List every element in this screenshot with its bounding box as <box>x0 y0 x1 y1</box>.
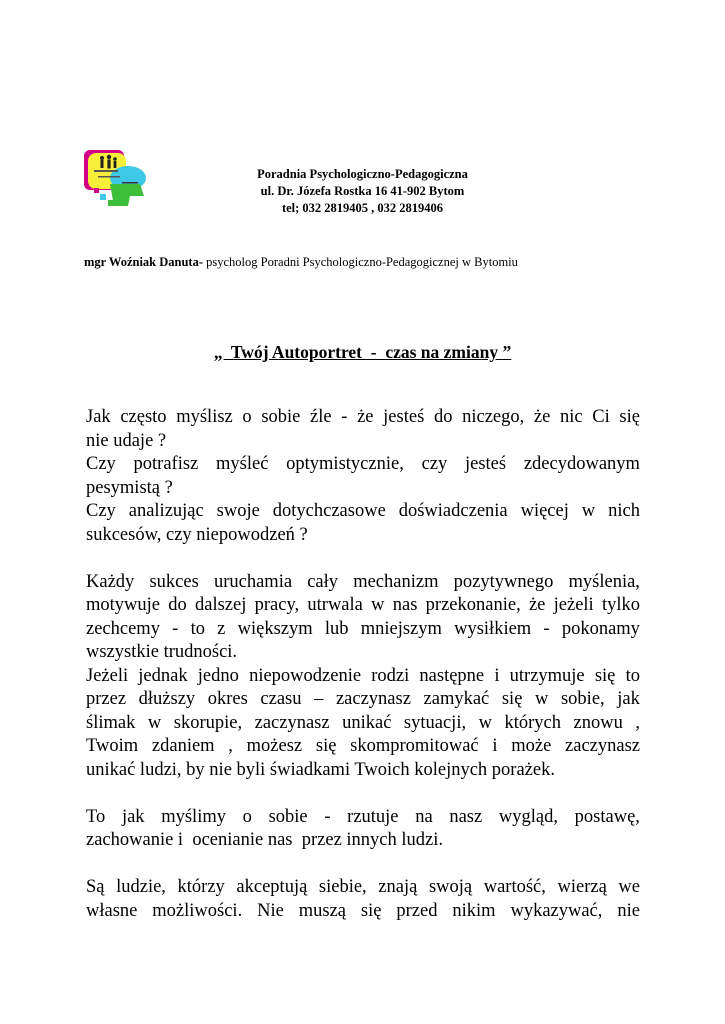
text-line <box>86 477 640 501</box>
text-line <box>86 430 640 454</box>
word: siebie, <box>318 877 367 897</box>
word: nasz <box>449 806 483 827</box>
word: jak <box>617 689 640 709</box>
word: mechanizm <box>353 571 439 592</box>
word: do <box>168 595 187 615</box>
word: zachowanie i ocenianie nas przez innych ludzi. <box>86 830 443 850</box>
text-line <box>86 876 640 900</box>
word: skompromitować <box>350 736 479 756</box>
word: się <box>594 665 616 686</box>
word: - <box>324 806 331 827</box>
document-body <box>86 406 640 923</box>
text-line <box>86 453 640 477</box>
word: o <box>242 407 252 427</box>
word: nas <box>392 595 418 615</box>
word: się <box>315 736 337 756</box>
word: to <box>625 665 640 686</box>
text-line <box>86 524 640 548</box>
word: dłuższy <box>138 689 196 709</box>
word: zaczynasz <box>335 689 411 709</box>
word: wierzą <box>557 877 607 897</box>
word: na <box>415 806 433 827</box>
word: i <box>494 665 500 686</box>
word: Twoim <box>86 736 139 756</box>
word: sobie <box>268 806 308 827</box>
word: do <box>433 407 453 427</box>
word: rzutuje <box>347 806 399 827</box>
word: Każdy <box>86 571 135 592</box>
text-line <box>86 641 640 665</box>
word: unikać <box>342 712 392 733</box>
word: zdaniem <box>151 736 215 756</box>
paragraph <box>86 876 640 923</box>
word: – <box>314 689 324 709</box>
word: To <box>86 806 106 827</box>
word: cały <box>307 571 339 592</box>
word: możesz <box>246 736 303 756</box>
word: więcej <box>520 501 569 521</box>
poradnia-logo <box>84 150 148 212</box>
text-line <box>86 500 640 524</box>
word: myślenia, <box>568 571 640 592</box>
word: okres <box>207 689 248 709</box>
word: , <box>228 736 233 756</box>
word: wartość, <box>483 877 546 897</box>
word: źle <box>310 407 332 427</box>
word: sukcesów, czy niepowodzeń ? <box>86 524 308 545</box>
word: że <box>357 407 374 427</box>
author-name: mgr Woźniak Danuta- <box>84 255 204 269</box>
word: się <box>360 900 382 921</box>
word: dotychczasowe <box>272 501 386 521</box>
word: jednak <box>138 665 188 686</box>
word: zdecydowanym <box>523 454 640 474</box>
paragraph-gap <box>86 782 640 806</box>
word: znają <box>378 877 418 897</box>
word: wykazywać, <box>510 900 603 921</box>
word: własne <box>86 900 138 921</box>
word: w <box>535 689 549 709</box>
word: jesteś <box>464 454 507 474</box>
word: optymistycznie, <box>286 454 404 474</box>
word: niczego, <box>462 407 525 427</box>
word: utrwala <box>307 595 363 615</box>
word: nie <box>617 900 640 921</box>
word: i <box>492 736 498 756</box>
word: jeżeli <box>553 595 594 615</box>
word: czy <box>421 454 448 474</box>
word: swoje <box>216 501 260 521</box>
word: sobie <box>261 407 301 427</box>
word: dalszej <box>195 595 247 615</box>
word: przed <box>396 900 438 921</box>
text-line <box>86 900 640 924</box>
word: to <box>190 618 205 639</box>
word: jak <box>121 806 145 827</box>
word: analizując <box>128 501 204 521</box>
paragraph-gap <box>86 547 640 571</box>
word: akceptują <box>236 877 308 897</box>
word: uruchamia <box>213 571 293 592</box>
word: Jeżeli <box>86 665 129 686</box>
word: Ci <box>592 407 610 427</box>
word: których <box>504 712 562 733</box>
word: możliwości. <box>152 900 243 921</box>
word: wszystkie trudności. <box>86 642 238 662</box>
word: pesymistą ? <box>86 477 173 498</box>
word: sobie, <box>560 689 605 709</box>
word: zamykać <box>423 689 490 709</box>
word: nie udaje ? <box>86 430 167 451</box>
word: tylko <box>601 595 640 615</box>
word: swoją <box>428 877 473 897</box>
word: Nie <box>257 900 284 921</box>
paragraph <box>86 806 640 853</box>
word: się <box>619 407 640 427</box>
text-line <box>86 571 640 595</box>
word: pracy, <box>254 595 300 615</box>
document-title: „ Twój Autoportret - czas na zmiany ” <box>213 342 512 362</box>
word: myślisz <box>176 407 233 427</box>
word: pokonamy <box>561 618 640 639</box>
word: przez <box>86 689 127 709</box>
word: w <box>581 501 596 521</box>
text-line <box>86 618 640 642</box>
word: się <box>501 689 523 709</box>
word: że <box>528 595 546 615</box>
word: potrafisz <box>133 454 199 474</box>
word: ślimak <box>86 712 136 733</box>
word: Są <box>86 877 105 897</box>
institution-phone: tel; 032 2819405 , 032 2819406 <box>281 201 444 215</box>
word: utrzymuje <box>509 665 585 686</box>
word: niepowodzenie <box>249 665 362 686</box>
word: Czy <box>86 501 116 521</box>
word: w <box>478 712 492 733</box>
word: większym <box>237 618 313 639</box>
word: rodzi <box>371 665 410 686</box>
word: - <box>341 407 348 427</box>
word: mniejszym <box>360 618 442 639</box>
word: motywuje <box>86 595 160 615</box>
word: zaczynasz <box>254 712 330 733</box>
author-role: psycholog Poradni Psychologiczno-Pedagogicznej w Bytomiu <box>203 255 518 269</box>
word: wygląd, <box>498 806 558 827</box>
word: znowu <box>573 712 623 733</box>
word: pozytywnego <box>453 571 554 592</box>
word: - <box>172 618 179 639</box>
word: we <box>618 877 640 897</box>
text-line <box>86 806 640 830</box>
word: lub <box>324 618 349 639</box>
word: o <box>242 806 252 827</box>
word: muszą <box>298 900 346 921</box>
word: ludzie, <box>116 877 166 897</box>
word: z <box>217 618 226 639</box>
institution-address: ul. Dr. Józefa Rostka 16 41-902 Bytom <box>260 184 465 198</box>
word: unikać ludzi, by nie byli świadkami Twoich kolejnych porażek. <box>86 759 555 780</box>
word: - <box>543 618 550 639</box>
word: zechcemy <box>86 618 160 639</box>
word: często <box>120 407 167 427</box>
paragraph-gap <box>86 853 640 877</box>
word: że <box>533 407 551 427</box>
text-line <box>86 665 640 689</box>
word: nikim <box>452 900 496 921</box>
paragraph <box>86 571 640 783</box>
word: jedno <box>197 665 239 686</box>
word: wysiłkiem <box>454 618 532 639</box>
word: czasu <box>260 689 302 709</box>
word: myślimy <box>161 806 226 827</box>
word: Jak <box>86 407 111 427</box>
author-line <box>84 255 518 270</box>
paragraph <box>86 406 640 547</box>
word: może <box>511 736 552 756</box>
text-line <box>86 406 640 430</box>
word: skorupie, <box>173 712 243 733</box>
word: doświadczenia <box>398 501 508 521</box>
word: zaczynasz <box>565 736 640 756</box>
word: w <box>147 712 162 733</box>
text-line <box>86 688 640 712</box>
text-line <box>86 594 640 618</box>
word: którzy <box>177 877 225 897</box>
text-line <box>86 829 640 853</box>
word: jesteś <box>383 407 425 427</box>
word: nic <box>560 407 583 427</box>
word: sukces <box>149 571 199 592</box>
institution-name: Poradnia Psychologiczno-Pedagogiczna <box>257 167 468 181</box>
word: , <box>635 712 640 733</box>
word: sytuacji, <box>403 712 467 733</box>
word: myśleć <box>216 454 269 474</box>
word: postawę, <box>574 806 640 827</box>
word: przekonanie, <box>425 595 521 615</box>
text-line <box>86 759 640 783</box>
word: nich <box>608 501 640 521</box>
text-line <box>86 735 640 759</box>
word: następne <box>419 665 485 686</box>
word: Czy <box>86 454 116 474</box>
text-line <box>86 712 640 736</box>
word: w <box>371 595 385 615</box>
institution-header <box>160 166 565 217</box>
